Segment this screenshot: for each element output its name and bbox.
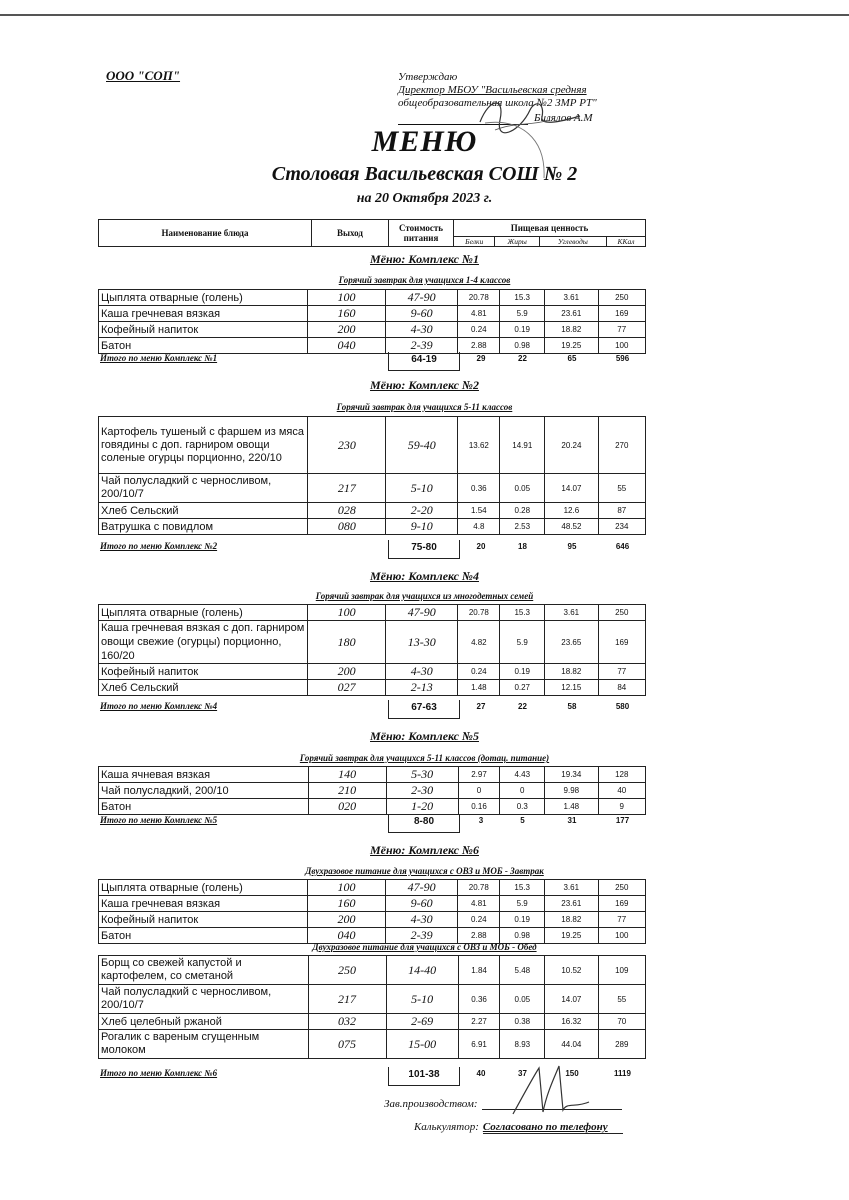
dish-name: Чай полусладкий, 200/10 xyxy=(99,783,309,799)
dish-carbs: 18.82 xyxy=(545,664,598,680)
total-carbs: 58 xyxy=(567,702,577,711)
dish-protein: 4.81 xyxy=(458,306,500,322)
calculator-value: Согласовано по телефону xyxy=(483,1121,623,1134)
dish-name: Хлеб Сельский xyxy=(99,680,308,696)
dish-fat: 5.9 xyxy=(500,896,545,912)
dish-kcal: 9 xyxy=(598,799,645,815)
dish-yield: 217 xyxy=(308,985,386,1014)
dish-price: 59-40 xyxy=(386,417,458,474)
dish-yield: 210 xyxy=(308,783,386,799)
dish-carbs: 3.61 xyxy=(545,290,598,306)
section-title-5: Мёню: Комплекс №5 xyxy=(370,729,479,743)
dish-price: 5-10 xyxy=(386,474,458,503)
dish-price: 2-20 xyxy=(386,503,458,519)
total-label: Итого по меню Комплекс №4 xyxy=(100,701,218,711)
dish-carbs: 19.34 xyxy=(545,767,598,783)
table-row xyxy=(99,664,646,680)
col-kcal-header: ККал xyxy=(606,236,645,246)
table-row xyxy=(99,680,646,696)
dish-name: Чай полусладкий с черносливом, 200/10/7 xyxy=(99,474,308,503)
table-row xyxy=(99,783,646,799)
dish-yield: 217 xyxy=(308,474,386,503)
dish-fat: 2.53 xyxy=(500,519,545,535)
dish-price: 1-20 xyxy=(386,799,458,815)
dish-protein: 2.97 xyxy=(458,767,500,783)
dish-fat: 0.98 xyxy=(500,928,545,944)
total-row-5 xyxy=(98,815,646,833)
table-row xyxy=(99,338,646,354)
dish-protein: 2.27 xyxy=(458,1014,500,1030)
col-protein-header: Белки xyxy=(454,236,495,246)
dish-fat: 0.3 xyxy=(500,799,545,815)
dish-kcal: 77 xyxy=(598,322,645,338)
dish-name: Хлеб Сельский xyxy=(99,503,308,519)
dish-protein: 4.81 xyxy=(458,896,500,912)
organization-name: ООО "СОП" xyxy=(106,68,181,83)
dish-fat: 4.43 xyxy=(500,767,545,783)
dish-yield: 200 xyxy=(308,664,386,680)
dish-yield: 020 xyxy=(308,799,386,815)
dish-kcal: 87 xyxy=(598,503,645,519)
dish-price: 9-60 xyxy=(386,306,458,322)
dish-price: 15-00 xyxy=(386,1030,458,1059)
dish-carbs: 18.82 xyxy=(545,912,598,928)
meal-title-6-lunch: Двухразовое питание для учащихся с ОВЗ и МОБ - Обед xyxy=(312,942,537,952)
dish-yield: 100 xyxy=(307,880,385,896)
dish-carbs: 14.07 xyxy=(545,985,598,1014)
dish-kcal: 270 xyxy=(598,417,645,474)
dish-price: 47-90 xyxy=(386,605,458,621)
dish-fat: 5.48 xyxy=(500,956,545,985)
table-row xyxy=(99,417,646,474)
dish-carbs: 3.61 xyxy=(545,880,598,896)
total-label: Итого по меню Комплекс №1 xyxy=(100,353,218,363)
total-carbs: 31 xyxy=(567,816,577,825)
table-row xyxy=(99,503,646,519)
approval-line-3: общеобразовательная школа №2 ЗМР РТ" xyxy=(398,97,597,109)
table-row xyxy=(99,985,646,1014)
dish-yield: 100 xyxy=(307,290,385,306)
total-fat: 22 xyxy=(518,354,527,363)
dish-fat: 8.93 xyxy=(500,1030,545,1059)
dish-price: 47-90 xyxy=(386,880,458,896)
total-row-4 xyxy=(98,701,646,719)
total-fat: 37 xyxy=(518,1069,527,1078)
dish-kcal: 70 xyxy=(598,1014,645,1030)
dish-price: 4-30 xyxy=(386,322,458,338)
col-fat-header: Жиры xyxy=(495,236,539,246)
dish-carbs: 12.15 xyxy=(545,680,598,696)
dish-kcal: 169 xyxy=(598,896,645,912)
dish-protein: 1.48 xyxy=(458,680,500,696)
dish-yield: 180 xyxy=(308,621,386,664)
total-label: Итого по меню Комплекс №5 xyxy=(100,815,218,825)
table-row xyxy=(99,956,646,985)
table-row xyxy=(99,621,646,664)
dish-carbs: 48.52 xyxy=(545,519,598,535)
total-carbs: 95 xyxy=(567,542,577,551)
total-fat: 18 xyxy=(518,542,527,551)
dish-fat: 0.05 xyxy=(500,474,545,503)
dish-price: 47-90 xyxy=(386,290,458,306)
dish-protein: 0.24 xyxy=(458,322,500,338)
dish-name: Борщ со свежей капустой и картофелем, со сметаной xyxy=(99,956,309,985)
dish-kcal: 169 xyxy=(598,621,645,664)
dish-carbs: 10.52 xyxy=(545,956,598,985)
page-title: МЕНЮ xyxy=(371,125,478,158)
table-row xyxy=(99,474,646,503)
section-title-6: Мёню: Комплекс №6 xyxy=(370,843,479,857)
dish-fat: 5.9 xyxy=(500,306,545,322)
dish-protein: 20.78 xyxy=(458,880,500,896)
menu-table-6-breakfast xyxy=(98,879,646,944)
table-row xyxy=(99,880,646,896)
page-subtitle: Столовая Васильевская СОШ № 2 xyxy=(271,163,578,185)
dish-price: 2-30 xyxy=(386,783,458,799)
dish-price: 13-30 xyxy=(386,621,458,664)
dish-fat: 0.27 xyxy=(500,680,545,696)
meal-title-1: Горячий завтрак для учащихся 1-4 классов xyxy=(338,275,511,285)
dish-yield: 027 xyxy=(308,680,386,696)
calculator-row xyxy=(414,1121,623,1134)
dish-fat: 5.9 xyxy=(500,621,545,664)
dish-carbs: 19.25 xyxy=(545,928,598,944)
dish-price: 9-10 xyxy=(386,519,458,535)
total-row-1 xyxy=(98,353,646,371)
total-price: 101-38 xyxy=(388,1067,460,1086)
dish-yield: 200 xyxy=(307,912,385,928)
table-row xyxy=(99,767,646,783)
approval-line-1: Утверждаю xyxy=(398,71,458,83)
dish-price: 2-39 xyxy=(386,338,458,354)
section-title-4: Мёню: Комплекс №4 xyxy=(370,569,479,583)
dish-protein: 1.54 xyxy=(458,503,500,519)
dish-protein: 2.88 xyxy=(458,928,500,944)
dish-carbs: 3.61 xyxy=(545,605,598,621)
total-protein: 3 xyxy=(478,816,484,825)
dish-protein: 0.36 xyxy=(458,474,500,503)
dish-kcal: 40 xyxy=(598,783,645,799)
dish-protein: 0.24 xyxy=(458,664,500,680)
dish-price: 9-60 xyxy=(386,896,458,912)
dish-protein: 1.84 xyxy=(458,956,500,985)
dish-fat: 0.28 xyxy=(500,503,545,519)
col-yield-header: Выход xyxy=(312,220,389,247)
dish-protein: 2.88 xyxy=(458,338,500,354)
dish-kcal: 55 xyxy=(598,985,645,1014)
total-protein: 20 xyxy=(476,542,486,551)
dish-protein: 0.16 xyxy=(458,799,500,815)
dish-price: 14-40 xyxy=(386,956,458,985)
total-kcal: 646 xyxy=(615,542,630,551)
dish-name: Чай полусладкий с черносливом, 200/10/7 xyxy=(99,985,309,1014)
menu-table-6-lunch xyxy=(98,955,646,1059)
dish-yield: 100 xyxy=(308,605,386,621)
dish-protein: 13.62 xyxy=(458,417,500,474)
column-header-table xyxy=(98,219,646,247)
dish-name: Картофель тушеный с фаршем из мяса говядины с доп. гарниром овощи соленые огурцы порционно, 220/10 xyxy=(99,417,308,474)
total-carbs: 65 xyxy=(567,354,577,363)
col-carbs-header: Углеводы xyxy=(539,236,606,246)
dish-name: Батон xyxy=(99,799,309,815)
calculator-label: Калькулятор: xyxy=(414,1121,479,1133)
top-border-line xyxy=(0,14,849,16)
dish-price: 2-69 xyxy=(386,1014,458,1030)
total-kcal: 1119 xyxy=(614,1069,631,1078)
dish-price: 4-30 xyxy=(386,912,458,928)
dish-name: Каша гречневая вязкая xyxy=(99,306,308,322)
total-fat: 22 xyxy=(518,702,527,711)
dish-carbs: 23.61 xyxy=(545,896,598,912)
approval-line-2: Директор МБОУ "Васильевская средняя xyxy=(398,84,587,96)
dish-fat: 0 xyxy=(500,783,545,799)
dish-carbs: 44.04 xyxy=(545,1030,598,1059)
table-row xyxy=(99,519,646,535)
dish-name: Батон xyxy=(99,338,308,354)
dish-kcal: 55 xyxy=(598,474,645,503)
dish-yield: 032 xyxy=(308,1014,386,1030)
dish-name: Ватрушка с повидлом xyxy=(99,519,308,535)
table-row xyxy=(99,912,646,928)
dish-carbs: 23.65 xyxy=(545,621,598,664)
dish-name: Каша гречневая вязкая с доп. гарниром овощи свежие (огурцы) порционно, 160/20 xyxy=(99,621,308,664)
table-row xyxy=(99,1014,646,1030)
total-kcal: 596 xyxy=(615,354,630,363)
menu-table-5 xyxy=(98,766,646,815)
dish-name: Батон xyxy=(99,928,308,944)
dish-name: Кофейный напиток xyxy=(99,664,308,680)
meal-title-2: Горячий завтрак для учащихся 5-11 классов xyxy=(336,402,513,412)
total-row-2 xyxy=(98,541,646,559)
total-fat: 5 xyxy=(520,816,525,825)
dish-carbs: 16.32 xyxy=(545,1014,598,1030)
table-row xyxy=(99,605,646,621)
table-row xyxy=(99,1030,646,1059)
dish-kcal: 77 xyxy=(598,664,645,680)
table-row xyxy=(99,322,646,338)
dish-kcal: 84 xyxy=(598,680,645,696)
dish-name: Каша гречневая вязкая xyxy=(99,896,308,912)
dish-name: Цыплята отварные (голень) xyxy=(99,880,308,896)
dish-yield: 075 xyxy=(308,1030,386,1059)
dish-carbs: 1.48 xyxy=(545,799,598,815)
total-carbs: 150 xyxy=(565,1069,579,1078)
dish-fat: 15.3 xyxy=(500,290,545,306)
dish-protein: 20.78 xyxy=(458,605,500,621)
col-nutrition-header: Пищевая ценность xyxy=(454,220,646,237)
meal-title-5: Горячий завтрак для учащихся 5-11 классов (дотац. питание) xyxy=(299,753,550,763)
total-protein: 29 xyxy=(476,354,486,363)
table-row xyxy=(99,306,646,322)
dish-kcal: 77 xyxy=(598,912,645,928)
dish-protein: 0.24 xyxy=(458,912,500,928)
dish-kcal: 109 xyxy=(598,956,645,985)
dish-protein: 4.82 xyxy=(458,621,500,664)
dish-name: Рогалик с вареным сгущенным молоком xyxy=(99,1030,309,1059)
menu-date: на 20 Октября 2023 г. xyxy=(356,191,493,206)
dish-yield: 250 xyxy=(308,956,386,985)
dish-yield: 080 xyxy=(308,519,386,535)
dish-kcal: 250 xyxy=(598,605,645,621)
dish-yield: 230 xyxy=(308,417,386,474)
dish-fat: 15.3 xyxy=(500,605,545,621)
dish-kcal: 128 xyxy=(598,767,645,783)
dish-name: Цыплята отварные (голень) xyxy=(99,605,308,621)
table-row xyxy=(99,290,646,306)
dish-price: 4-30 xyxy=(386,664,458,680)
dish-protein: 6.91 xyxy=(458,1030,500,1059)
dish-fat: 0.19 xyxy=(500,322,545,338)
total-price: 64-19 xyxy=(388,352,460,371)
dish-kcal: 234 xyxy=(598,519,645,535)
col-cost-header: Стоимость питания xyxy=(389,220,454,247)
dish-name: Кофейный напиток xyxy=(99,912,308,928)
dish-price: 2-39 xyxy=(386,928,458,944)
table-row xyxy=(99,896,646,912)
total-protein: 27 xyxy=(476,702,486,711)
dish-carbs: 12.6 xyxy=(545,503,598,519)
dish-kcal: 169 xyxy=(598,306,645,322)
dish-price: 5-10 xyxy=(386,985,458,1014)
approval-name: Билялов А.М xyxy=(534,112,593,124)
dish-kcal: 100 xyxy=(598,928,645,944)
dish-kcal: 289 xyxy=(598,1030,645,1059)
dish-yield: 160 xyxy=(307,896,385,912)
total-label: Итого по меню Комплекс №6 xyxy=(100,1068,218,1078)
dish-carbs: 18.82 xyxy=(545,322,598,338)
section-title-1: Мёню: Комплекс №1 xyxy=(370,252,479,266)
dish-protein: 0 xyxy=(458,783,500,799)
dish-kcal: 250 xyxy=(598,880,645,896)
dish-protein: 4.8 xyxy=(458,519,500,535)
dish-yield: 160 xyxy=(307,306,385,322)
dish-name: Каша ячневая вязкая xyxy=(99,767,309,783)
menu-table-2 xyxy=(98,416,646,535)
total-price: 75-80 xyxy=(388,540,460,559)
dish-yield: 028 xyxy=(308,503,386,519)
dish-yield: 140 xyxy=(308,767,386,783)
meal-title-6-breakfast: Двухразовое питание для учащихся с ОВЗ и МОБ - Завтрак xyxy=(305,866,544,876)
dish-carbs: 14.07 xyxy=(545,474,598,503)
dish-kcal: 100 xyxy=(598,338,645,354)
total-price: 8-80 xyxy=(388,814,460,833)
menu-table-4 xyxy=(98,604,646,696)
menu-table-1 xyxy=(98,289,646,354)
total-label: Итого по меню Комплекс №2 xyxy=(100,541,218,551)
producer-label: Зав.производством: xyxy=(384,1098,478,1110)
dish-yield: 040 xyxy=(307,338,385,354)
dish-fat: 15.3 xyxy=(500,880,545,896)
col-name-header: Наименование блюда xyxy=(99,220,312,247)
dish-fat: 0.38 xyxy=(500,1014,545,1030)
total-protein: 40 xyxy=(476,1069,486,1078)
total-price: 67-63 xyxy=(388,700,460,719)
dish-price: 2-13 xyxy=(386,680,458,696)
meal-title-4: Горячий завтрак для учащихся из многодетных семей xyxy=(315,591,534,601)
dish-fat: 0.19 xyxy=(500,664,545,680)
dish-fat: 0.98 xyxy=(500,338,545,354)
dish-price: 5-30 xyxy=(386,767,458,783)
dish-kcal: 250 xyxy=(598,290,645,306)
dish-yield: 200 xyxy=(307,322,385,338)
dish-name: Цыплята отварные (голень) xyxy=(99,290,308,306)
dish-carbs: 19.25 xyxy=(545,338,598,354)
dish-carbs: 9.98 xyxy=(545,783,598,799)
producer-signature-image xyxy=(505,1062,595,1122)
total-kcal: 580 xyxy=(615,702,630,711)
dish-fat: 0.19 xyxy=(500,912,545,928)
dish-fat: 0.05 xyxy=(500,985,545,1014)
table-row xyxy=(99,799,646,815)
dish-carbs: 20.24 xyxy=(545,417,598,474)
dish-fat: 14.91 xyxy=(500,417,545,474)
total-kcal: 177 xyxy=(615,816,630,825)
section-title-2: Мёню: Комплекс №2 xyxy=(370,378,479,392)
dish-protein: 0.36 xyxy=(458,985,500,1014)
dish-carbs: 23.61 xyxy=(545,306,598,322)
dish-protein: 20.78 xyxy=(458,290,500,306)
dish-name: Хлеб целебный ржаной xyxy=(99,1014,309,1030)
dish-yield: 040 xyxy=(307,928,385,944)
dish-name: Кофейный напиток xyxy=(99,322,308,338)
